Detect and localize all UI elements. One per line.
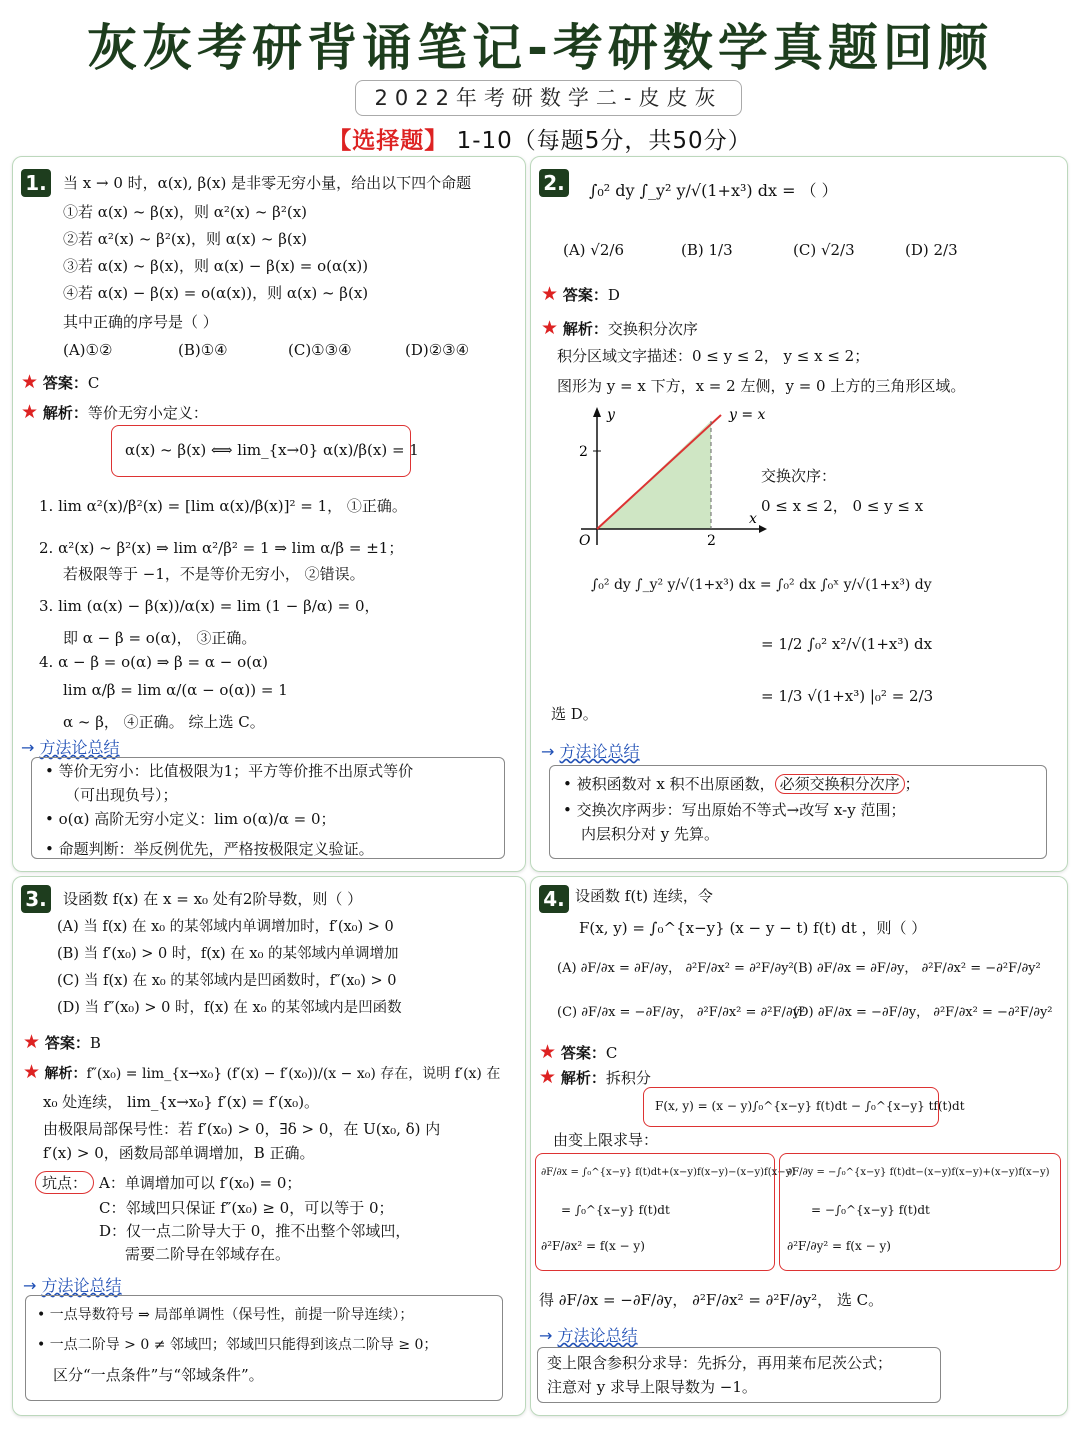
analysis-text: 拆积分 (605, 1069, 651, 1087)
section-label: 【选择题】 (328, 128, 449, 154)
analysis-text: 由极限局部保号性：若 f′(x₀) > 0，∃δ > 0，在 U(x₀, δ) 内 (43, 1120, 441, 1138)
pitfall-d-cont: 需要二阶导在邻域存在。 (125, 1245, 291, 1263)
region-description: 积分区域文字描述：0 ≤ y ≤ 2， y ≤ x ≤ 2； (557, 347, 870, 365)
question-stem: 设函数 f(t) 连续，令 (575, 887, 713, 905)
step-2: 2. α²(x) ~ β²(x) ⇒ lim α²/β² = 1 ⇒ lim α/β = ±1； (39, 539, 404, 557)
method-summary-heading: → 方法论总结 (541, 742, 640, 761)
option-b: (B) 1/3 (681, 241, 733, 259)
tick-label-x: 2 (707, 533, 716, 547)
star-icon: ★ (539, 1041, 557, 1063)
calc-line-3: = 1/3 √(1+x³) |₀² = 2/3 (761, 687, 934, 705)
step-4-conclusion: α ~ β， ④正确。 综上选 C。 (63, 713, 265, 731)
option-a: (A) ∂F/∂x = ∂F/∂y， ∂²F/∂x² = ∂²F/∂y² (557, 961, 794, 976)
star-icon: ★ (23, 1061, 41, 1083)
origin-label: O (579, 533, 591, 547)
arrow-right-icon: → (541, 742, 555, 761)
arrow-right-icon: → (21, 738, 35, 757)
method-item-cont: （可出现负号）； (65, 786, 178, 804)
option-d: (D) 2/3 (905, 241, 958, 259)
swap-title: 交换次序： (761, 467, 837, 485)
question-ask: 其中正确的序号是（ ） (63, 313, 218, 331)
answer-value: C (605, 1044, 618, 1062)
method-item: • 一点二阶导 > 0 ≠ 邻域凹；邻域凹只能得到该点二阶导 ≥ 0； (37, 1337, 438, 1353)
option-b: (B)①④ (178, 341, 228, 359)
answer-label: 答案： (44, 1034, 90, 1052)
option-a: (A) √2/6 (563, 241, 625, 259)
derivative-title: 由变上限求导： (553, 1131, 659, 1149)
partial-x-line-3: ∂²F/∂x² = f(x − y) (541, 1239, 645, 1253)
star-icon: ★ (541, 283, 559, 305)
method-item: • 一点导数符号 ⇒ 局部单调性（保号性，前提一阶导连续）； (37, 1307, 414, 1323)
option-a: (A) 当 f(x) 在 x₀ 的某邻域内单调增加时，f′(x₀) > 0 (57, 919, 394, 935)
analysis-text: 交换积分次序 (607, 320, 698, 338)
star-icon: ★ (23, 1031, 41, 1053)
question-stem: 设函数 f(x) 在 x = x₀ 处有2阶导数，则（ ） (63, 890, 363, 908)
pitfall-a: A：单调增加可以 f′(x₀) = 0； (99, 1174, 302, 1192)
analysis-line (21, 401, 208, 424)
analysis-line (23, 1061, 500, 1084)
choose-line: 选 D。 (551, 705, 598, 723)
analysis-label: 解析： (42, 404, 88, 422)
answer-line (23, 1031, 101, 1054)
question-number-badge: 2. (539, 169, 569, 197)
step-3: 3. lim (α(x) − β(x))/α(x) = lim (1 − β/α) = 0， (39, 597, 380, 615)
arrow-right-icon: → (23, 1276, 37, 1295)
analysis-label: 解析： (560, 1069, 606, 1087)
answer-label: 答案： (42, 374, 88, 392)
method-item: 变上限含参积分求导：先拆分，再用莱布尼茨公式； (547, 1354, 893, 1372)
section-header (0, 122, 1080, 155)
answer-label: 答案： (560, 1044, 606, 1062)
option-d: (D) 当 f″(x₀) > 0 时，f(x) 在 x₀ 的某邻域内是凹函数 (57, 1000, 402, 1016)
partial-y-line-1: ∂F/∂y = −∫₀^{x−y} f(t)dt−(x−y)f(x−y)+(x−y)f(x−y) (787, 1167, 1050, 1178)
tick-label-y: 2 (579, 444, 588, 460)
method-summary-heading: → 方法论总结 (539, 1326, 638, 1345)
partial-x-line-2: = ∫₀^{x−y} f(t)dt (561, 1203, 670, 1217)
pitfall-c: C：邻域凹只保证 f″(x₀) ≥ 0，可以等于 0； (99, 1199, 394, 1217)
proposition-4: ④若 α(x) − β(x) = o(α(x))，则 α(x) ~ β(x) (63, 284, 369, 302)
method-item: • 等价无穷小：比值极限为1；平方等价推不出原式等价 (45, 762, 414, 780)
calc-line-1: ∫₀² dy ∫_y² y/√(1+x³) dx = ∫₀² dx ∫₀ˣ y/√(1+x³) dy (591, 577, 932, 593)
page-title: 灰灰考研背诵笔记-考研数学真题回顾 (87, 19, 993, 77)
step-2-note: 若极限等于 −1，不是等价无穷小， ②错误。 (63, 565, 365, 583)
function-definition: F(x, y) = ∫₀^{x−y} (x − y − t) f(t) dt ，则（ ） (579, 919, 927, 937)
page-subtitle: 2022年考研数学二-皮皮灰 (355, 80, 742, 116)
analysis-text: f″(x₀) = lim_{x→x₀} (f′(x) − f′(x₀))/(x − x₀) 存在，说明 f′(x) 在 (86, 1066, 501, 1082)
partial-y-line-2: = −∫₀^{x−y} f(t)dt (811, 1203, 930, 1217)
question-number-badge: 4. (539, 885, 569, 913)
method-item: • 交换次序两步：写出原始不等式→改写 x-y 范围； (563, 801, 906, 819)
partial-x-line-1: ∂F/∂x = ∫₀^{x−y} f(t)dt+(x−y)f(x−y)−(x−y)f(x−y) (541, 1167, 796, 1178)
analysis-text: f′(x) > 0，函数局部单调增加，B 正确。 (43, 1144, 315, 1162)
question-number-badge: 3. (21, 885, 51, 913)
pitfall-label: 坑点： (35, 1171, 94, 1194)
option-d: (D) ∂F/∂x = −∂F/∂y， ∂²F/∂x² = −∂²F/∂y² (793, 1005, 1053, 1020)
method-item: • 命题判断：举反例优先，严格按极限定义验证。 (45, 840, 374, 858)
analysis-label: 解析： (562, 320, 608, 338)
proposition-1: ①若 α(x) ~ β(x)，则 α²(x) ~ β²(x) (63, 203, 308, 221)
proposition-3: ③若 α(x) ~ β(x)，则 α(x) − β(x) = o(α(x)) (63, 257, 369, 275)
line-label: y = x (729, 407, 766, 423)
answer-line (541, 283, 620, 306)
option-d: (D)②③④ (405, 341, 470, 359)
answer-value: C (87, 374, 100, 392)
question-number-badge: 1. (21, 169, 51, 197)
split-formula: F(x, y) = (x − y)∫₀^{x−y} f(t)dt − ∫₀^{x−y} tf(t)dt (655, 1099, 965, 1113)
option-c: (C)①③④ (288, 341, 352, 359)
option-c: (C) 当 f(x) 在 x₀ 的某邻域内是凹函数时，f″(x₀) > 0 (57, 973, 397, 989)
answer-line (21, 371, 99, 394)
step-4: 4. α − β = o(α) ⇒ β = α − o(α) (39, 653, 268, 671)
method-item: • 被积函数对 x 积不出原函数， 必须交换积分次序 ； (563, 775, 920, 793)
question-stem: 当 x → 0 时，α(x), β(x) 是非零无穷小量，给出以下四个命题 (63, 174, 472, 192)
swap-range: 0 ≤ x ≤ 2， 0 ≤ y ≤ x (761, 497, 924, 515)
option-c: (C) ∂F/∂x = −∂F/∂y， ∂²F/∂x² = ∂²F/∂y² (557, 1005, 806, 1020)
calc-line-2: = 1/2 ∫₀² x²/√(1+x³) dx (761, 635, 933, 653)
x-axis-label: x (749, 511, 757, 527)
question-4-panel (530, 876, 1068, 1416)
analysis-line (541, 317, 698, 340)
region-graph (561, 405, 771, 547)
analysis-text: x₀ 处连续， lim_{x→x₀} f′(x) = f′(x₀)。 (43, 1093, 320, 1111)
result-line: 得 ∂F/∂x = −∂F/∂y， ∂²F/∂x² = ∂²F/∂y²， 选 C。 (539, 1291, 884, 1309)
method-summary-heading: → 方法论总结 (23, 1276, 122, 1295)
question-stem: ∫₀² dy ∫_y² y/√(1+x³) dx = （ ） (589, 181, 838, 200)
answer-value: B (89, 1034, 101, 1052)
star-icon: ★ (21, 401, 39, 423)
pitfall-d: D：仅一点二阶导大于 0，推不出整个邻域凹， (99, 1222, 411, 1240)
option-a: (A)①② (63, 341, 113, 359)
section-range: 1-10（每题5分，共50分） (456, 128, 752, 154)
region-shape: 图形为 y = x 下方，x = 2 左侧，y = 0 上方的三角形区域。 (557, 377, 966, 395)
option-b: (B) 当 f′(x₀) > 0 时，f(x) 在 x₀ 的某邻域内单调增加 (57, 946, 399, 962)
star-icon: ★ (539, 1066, 557, 1088)
option-b: (B) ∂F/∂x = ∂F/∂y， ∂²F/∂x² = −∂²F/∂y² (793, 961, 1041, 976)
question-1-panel (12, 156, 526, 872)
proposition-2: ②若 α²(x) ~ β²(x)，则 α(x) ~ β(x) (63, 230, 308, 248)
question-3-panel (12, 876, 526, 1416)
arrow-right-icon: → (539, 1326, 553, 1345)
partial-y-line-3: ∂²F/∂y² = f(x − y) (787, 1239, 891, 1253)
x-axis-arrow (759, 525, 767, 533)
step-3-note: 即 α − β = o(α)， ③正确。 (63, 629, 257, 647)
method-item-cont: 注意对 y 求导上限导数为 −1。 (547, 1378, 757, 1396)
method-item-cont: 内层积分对 y 先算。 (581, 825, 720, 843)
star-icon: ★ (21, 371, 39, 393)
star-icon: ★ (541, 317, 559, 339)
answer-value: D (607, 286, 620, 304)
highlight-phrase: 必须交换积分次序 (775, 774, 905, 794)
method-item: • o(α) 高阶无穷小定义：lim o(α)/α = 0； (45, 810, 336, 828)
analysis-label: 解析： (44, 1066, 87, 1082)
y-axis-arrow (593, 407, 601, 417)
definition-formula: α(x) ~ β(x) ⟺ lim_{x→0} α(x)/β(x) = 1 (125, 441, 419, 459)
step-1: 1. lim α²(x)/β²(x) = [lim α(x)/β(x)]² = 1， ①正确。 (39, 497, 407, 515)
method-summary-heading: → 方法论总结 (21, 738, 120, 757)
question-2-panel (530, 156, 1068, 872)
answer-line (539, 1041, 617, 1064)
analysis-line (539, 1066, 651, 1089)
method-item-cont: 区分“一点条件”与“邻域条件”。 (53, 1366, 264, 1384)
option-c: (C) √2/3 (793, 241, 855, 259)
step-4-limit: lim α/β = lim α/(α − o(α)) = 1 (63, 681, 288, 699)
answer-label: 答案： (562, 286, 608, 304)
y-axis-label: y (607, 407, 615, 423)
analysis-text: 等价无穷小定义： (87, 404, 208, 422)
